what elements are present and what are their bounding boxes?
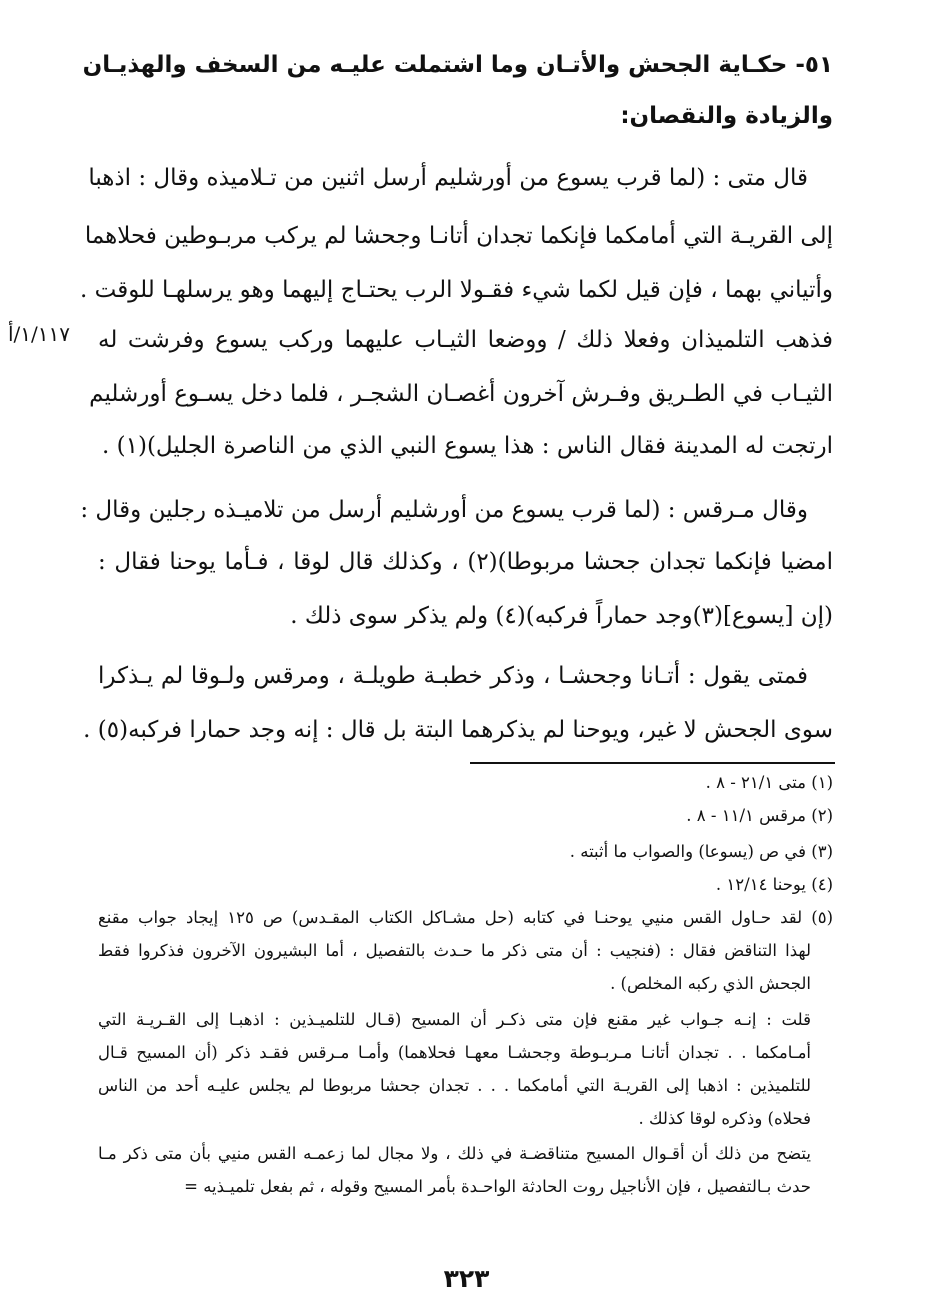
footnote-5-line-2: لهذا التناقض فقال : (فنجيب : أن متى ذكر ما حـدث بالتفصيل ، أما البشيرون الآخرون فذكروا فقط xyxy=(98,941,811,960)
footnote-5-line-3: الجحش الذي ركبه المخلص) . xyxy=(610,974,811,993)
footnote-2: (٢) مرقس ١١/١ - ٨ . xyxy=(686,806,833,825)
manuscript-folio-note: ١/١١٧/أ xyxy=(8,322,71,346)
paragraph-1-line-6: ارتجت له المدينة فقال الناس : هذا يسوع النبي الذي من الناصرة الجليل)(١) . xyxy=(102,433,833,459)
paragraph-1-line-5: الثيـاب في الطـريق وفـرش آخرون أغصـان الشجـر ، فلما دخل يسـوع أورشليم xyxy=(89,381,833,407)
footnote-5-line-7: فحلاه) وذكره لوقا كذلك . xyxy=(638,1109,811,1128)
footnote-5-line-4: قلت : إنـه جـواب غير مقنع فإن متى ذكـر أن المسيح (قـال للتلميـذين : اذهبـا إلى القـريـة التي xyxy=(98,1010,811,1029)
section-heading-line-2: والزيادة والنقصان: xyxy=(620,103,833,129)
paragraph-2-line-1: وقال مـرقس : (لما قرب يسوع من أورشليم أرسل من تلاميـذه رجلين وقال : xyxy=(80,497,808,523)
footnote-5-line-9: حدث بـالتفصيل ، فإن الأناجيل روت الحادثة الواحـدة بأمر المسيح وقوله ، ثم بفعل تلميـذيه = xyxy=(184,1177,811,1196)
page-number: ٣٢٣ xyxy=(443,1264,490,1293)
footnote-5-line-5: أمـامكما . . تجدان أتانـا مـربـوطة وجحشـا معهـا فحلاهما) وأمـا مـرقس فقـد ذكر (أن المسيح قـال xyxy=(98,1043,811,1062)
footnote-separator xyxy=(470,762,835,764)
footnote-5-line-8: يتضح من ذلك أن أقـوال المسيح متناقضـة في ذلك ، ولا مجال لما زعمـه القس منيي بأن متى ذكر مـا xyxy=(98,1144,811,1163)
footnote-4: (٤) يوحنا ١٢/١٤ . xyxy=(715,875,833,894)
paragraph-1-line-4: فذهب التلميذان وفعلا ذلك / ووضعا الثيـاب عليهما وركب يسوع وفرشت له xyxy=(98,327,833,353)
paragraph-1-line-2: إلى القريـة التي أمامكما فإنكما تجدان أتانـا وجحشا لم يركب مربـوطين فحلاهما xyxy=(84,223,833,249)
footnote-3: (٣) في ص (يسوعا) والصواب ما أثبته . xyxy=(569,842,833,861)
paragraph-1-line-1: قال متى : (لما قرب يسوع من أورشليم أرسل اثنين من تـلاميذه وقال : اذهبا xyxy=(88,165,808,191)
section-heading-line-1: ٥١- حكـاية الجحش والأتـان وما اشتملت عليـه من السخف والهذيـان xyxy=(82,52,833,78)
footnote-1: (١) متى ٢١/١ - ٨ . xyxy=(705,773,833,792)
paragraph-1-line-3: وأتياني بهما ، فإن قيل لكما شيء فقـولا الرب يحتـاج إليهما وهو يرسلهـا للوقت . xyxy=(80,277,833,303)
paragraph-3-line-1: فمتى يقول : أتـانا وجحشـا ، وذكر خطبـة طويلـة ، ومرقس ولـوقا لم يـذكرا xyxy=(98,663,808,689)
paragraph-2-line-2: امضيا فإنكما تجدان جحشا مربوطا)(٢) ، وكذلك قال لوقا ، فـأما يوحنا فقال : xyxy=(98,549,833,575)
footnote-5-line-1: (٥) لقد حـاول القس منيي يوحنـا في كتابه (حل مشـاكل الكتاب المقـدس) ص ١٢٥ إيجاد جواب مقنع xyxy=(98,908,833,927)
paragraph-2-line-3: (إن [يسوع](٣)وجد حماراً فركبه)(٤) ولم يذكر سوى ذلك . xyxy=(290,603,833,629)
footnote-5-line-6: للتلميذين : اذهبا إلى القريـة التي أمامكما . . . تجدان جحشا مربوطا لم يجلس عليـه أحد من الناس xyxy=(98,1076,811,1095)
paragraph-3-line-2: سوى الجحش لا غير، ويوحنا لم يذكرهما البتة بل قال : إنه وجد حمارا فركبه(٥) . xyxy=(83,717,833,743)
